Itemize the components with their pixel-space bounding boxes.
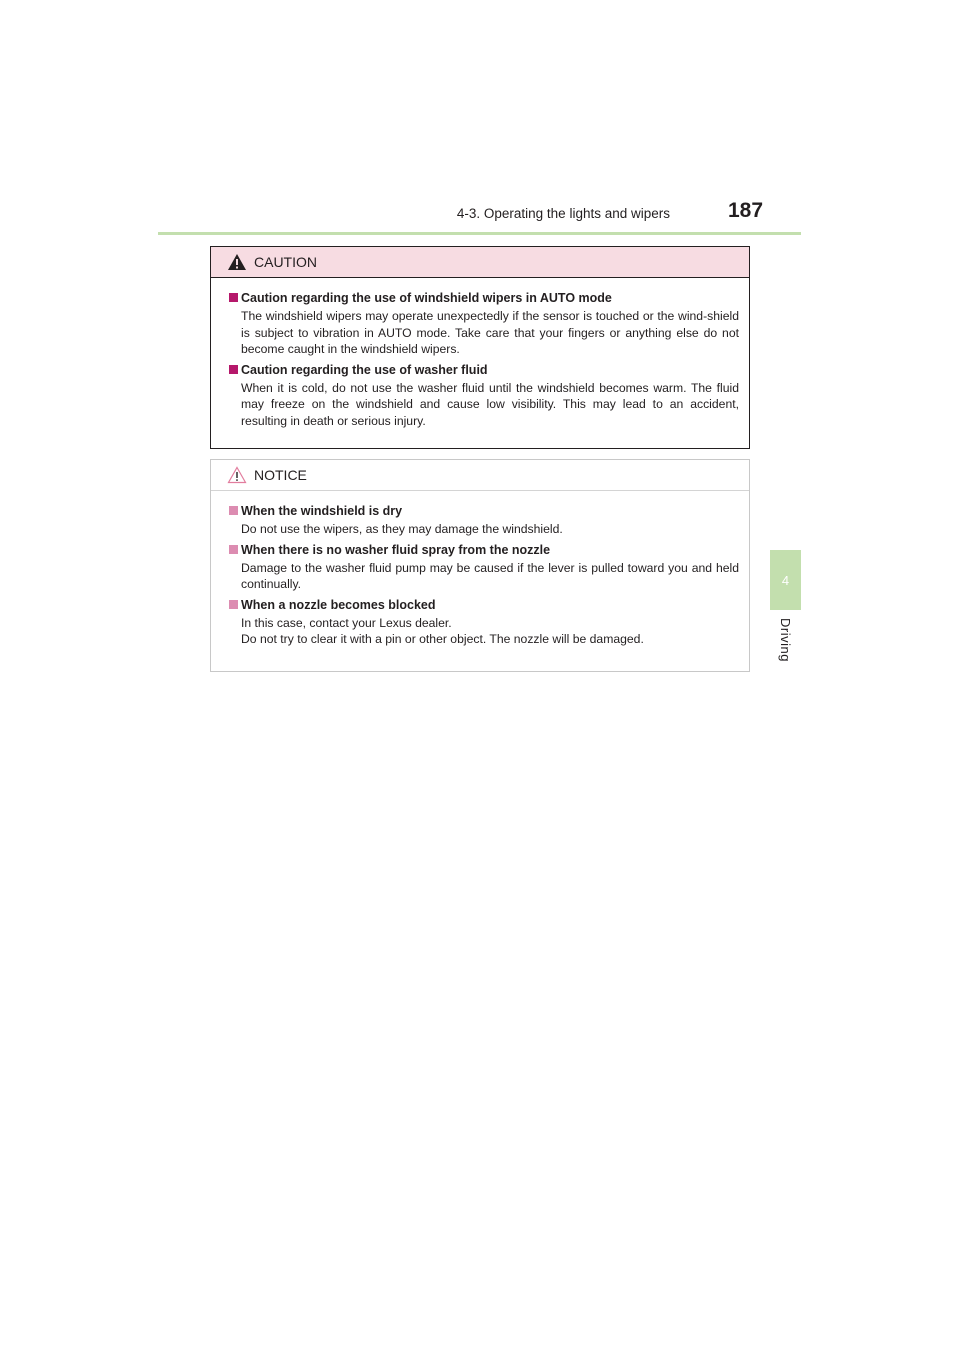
notice-item-title: When the windshield is dry [241, 504, 403, 518]
warning-icon [227, 253, 247, 271]
header-rule [158, 232, 801, 235]
square-bullet-icon [229, 506, 238, 515]
caution-heading: CAUTION [254, 254, 317, 270]
square-bullet-icon [229, 545, 238, 554]
notice-item-text: In this case, contact your Lexus dealer. [241, 615, 452, 630]
section-title: 4-3. Operating the lights and wipers [456, 206, 670, 221]
caution-item [229, 362, 739, 430]
square-bullet-icon [229, 365, 238, 374]
notice-box [210, 459, 750, 672]
caution-item-title: Caution regarding the use of windshield wipers in AUTO mode [241, 291, 612, 305]
notice-header [211, 460, 749, 491]
page-number: 187 [728, 199, 764, 222]
caution-box [210, 246, 750, 449]
notice-warning-icon [227, 466, 247, 484]
notice-item-title: When a nozzle becomes blocked [241, 597, 436, 612]
caution-item-text: When it is cold, do not use the washer fluid until the windshield becomes warm. The fluid may freeze on the windshield and cause low visibility. This may lead to an accident, resulting in death or serious injury. [241, 380, 739, 428]
notice-item [229, 542, 739, 593]
chapter-number: 4 [781, 573, 790, 588]
notice-body [211, 491, 749, 648]
chapter-label: Driving [778, 618, 793, 662]
notice-item [229, 597, 739, 648]
notice-item-title: When there is no washer fluid spray from the nozzle [241, 542, 551, 557]
notice-item-text: Damage to the washer fluid pump may be caused if the lever is pulled toward you and held continually. [241, 560, 739, 591]
notice-item-text: Do not try to clear it with a pin or other object. The nozzle will be damaged. [241, 632, 644, 646]
caution-body [211, 278, 749, 429]
square-bullet-icon [229, 293, 238, 302]
square-bullet-icon [229, 600, 238, 609]
notice-item-text: Do not use the wipers, as they may damage the windshield. [241, 522, 563, 536]
caution-item [229, 290, 739, 358]
notice-heading: NOTICE [254, 467, 307, 483]
caution-header [211, 247, 749, 278]
caution-item-text: The windshield wipers may operate unexpectedly if the sensor is touched or the wind-shield is subject to vibration in AUTO mode. Take care that your fingers or anything else do not become caught in the windshield wipers. [241, 309, 739, 356]
notice-item [229, 503, 739, 538]
caution-item-title: Caution regarding the use of washer fluid [241, 362, 488, 377]
